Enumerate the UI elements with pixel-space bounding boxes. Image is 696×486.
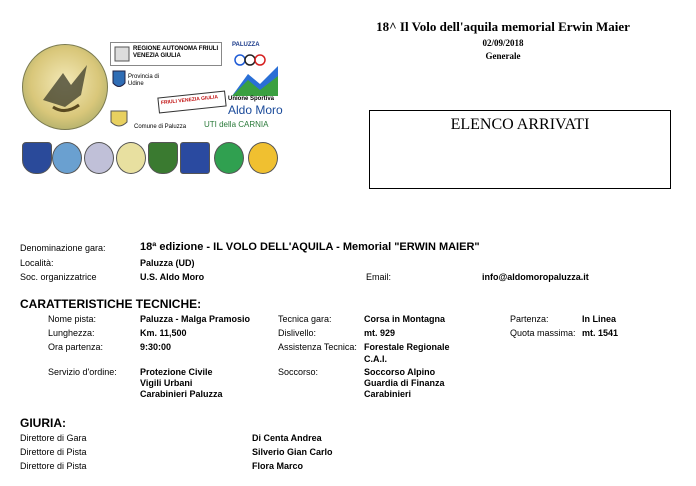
event-date: 02/09/2018 [482, 38, 524, 48]
soc-value: U.S. Aldo Moro [140, 272, 205, 282]
provincia-logo [110, 68, 170, 94]
giuria-heading: GIURIA: [20, 416, 66, 430]
giuria-name: Flora Marco [252, 461, 304, 471]
denominazione-value: 18ª edizione - IL VOLO DELL'AQUILA - Memorial "ERWIN MAIER" [140, 241, 480, 253]
carnia-logo-text: UTI della CARNIA [204, 120, 269, 129]
fvg-logo-text: FRIULI VENEZIA GIULIA [160, 94, 219, 107]
assistenza-label: Assistenza Tecnica: [278, 342, 357, 352]
denominazione-label: Denominazione gara: [20, 243, 106, 253]
servizio-label: Servizio d'ordine: [48, 367, 117, 377]
badge-4-icon [116, 142, 146, 174]
badge-5-icon [148, 142, 178, 174]
soccorso-label: Soccorso: [278, 367, 319, 377]
quota-label: Quota massima: [510, 328, 576, 338]
report-title: ELENCO ARRIVATI [450, 116, 590, 133]
ora-value: 9:30:00 [140, 342, 172, 352]
lunghezza-value: Km. 11,500 [140, 328, 187, 338]
paluzza-logo-text: PALUZZA [232, 42, 260, 48]
regione-logo-text: REGIONE AUTONOMA FRIULI VENEZIA GIULIA [133, 46, 219, 59]
soccorso-line2: Guardia di Finanza [364, 378, 445, 388]
soccorso-line3: Carabinieri [364, 389, 412, 399]
badge-1-icon [22, 142, 52, 174]
ora-label: Ora partenza: [48, 342, 104, 352]
quota-value: mt. 1541 [582, 328, 619, 338]
comune-logo [110, 108, 190, 134]
report-title-box [369, 110, 671, 189]
paluzza-logo [230, 42, 280, 98]
unione-sportiva-logo [228, 94, 284, 120]
giuria-role: Direttore di Gara [20, 433, 87, 443]
assistenza-line1: Forestale Regionale [364, 342, 450, 352]
soc-label: Soc. organizzatrice [20, 272, 97, 282]
provincia-logo-text: Provincia di Udine [128, 74, 160, 87]
tech-heading: CARATTERISTICHE TECNICHE: [20, 297, 202, 311]
event-category: Generale [485, 51, 521, 61]
email-label: Email: [366, 272, 392, 282]
dislivello-value: mt. 929 [364, 328, 396, 338]
regione-logo [110, 42, 222, 66]
localita-label: Località: [20, 258, 54, 268]
nome-pista-value: Paluzza - Malga Pramosio [140, 314, 251, 324]
badge-7-icon [214, 142, 244, 174]
partenza-label: Partenza: [510, 314, 549, 324]
comune-logo-text: Comune di Paluzza [134, 124, 187, 130]
lunghezza-label: Lunghezza: [48, 328, 95, 338]
servizio-line2: Vigili Urbani [140, 378, 193, 388]
email-value: info@aldomoropaluzza.it [482, 272, 589, 282]
tecnica-label: Tecnica gara: [278, 314, 332, 324]
unione-line1: Unione Sportiva [228, 96, 275, 102]
badge-6-icon [180, 142, 210, 174]
badge-2-icon [52, 142, 82, 174]
giuria-role: Direttore di Pista [20, 461, 87, 471]
volo-aquila-logo [22, 44, 108, 130]
unione-line2: Aldo Moro [228, 103, 283, 117]
partenza-value: In Linea [582, 314, 617, 324]
badge-8-icon [248, 142, 278, 174]
assistenza-line2: C.A.I. [364, 354, 388, 364]
soccorso-line1: Soccorso Alpino [364, 367, 436, 377]
servizio-line3: Carabinieri Paluzza [140, 389, 223, 399]
giuria-role: Direttore di Pista [20, 447, 87, 457]
tecnica-value: Corsa in Montagna [364, 314, 446, 324]
nome-pista-label: Nome pista: [48, 314, 97, 324]
event-title: 18^ Il Volo dell'aquila memorial Erwin Maier [376, 19, 630, 34]
giuria-name: Silverio Gian Carlo [252, 447, 333, 457]
servizio-line1: Protezione Civile [140, 367, 213, 377]
localita-value: Paluzza (UD) [140, 258, 195, 268]
dislivello-label: Dislivello: [278, 328, 317, 338]
carnia-logo [204, 120, 284, 132]
badge-3-icon [84, 142, 114, 174]
giuria-name: Di Centa Andrea [252, 433, 322, 443]
